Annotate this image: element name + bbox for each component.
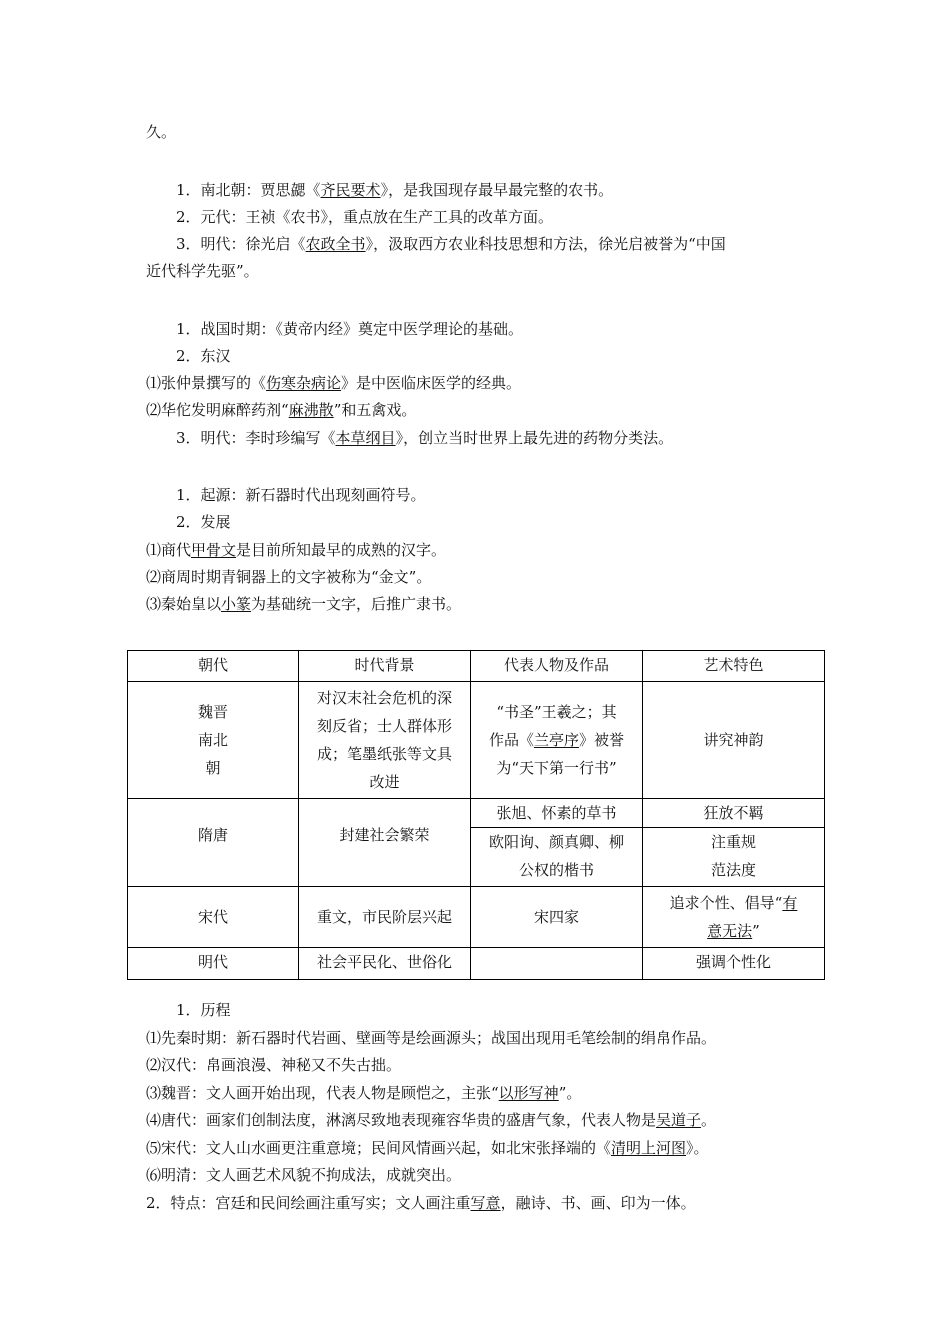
cell-background: 社会平民化、世俗化 (299, 948, 471, 980)
writing-term-jiaguwen: 甲骨文 (191, 541, 237, 559)
cell-background: 对汉末社会危机的深 刻反省；士人群体形 成；笔墨纸张等文具 改进 (299, 682, 471, 799)
cell-background: 重文，市民阶层兴起 (299, 887, 471, 948)
paint-term-yixingxieshen: 以形写神 (498, 1084, 559, 1102)
intro-tail: 久。 (146, 123, 177, 141)
paint-item-1-6: ⑹明清：文人画艺术风貌不拘成法，成就突出。 (146, 1166, 462, 1184)
writing-item-2-3: ⑶秦始皇以小篆为基础统一文字，后推广隶书。 (146, 595, 462, 613)
writing-item-2: 2．发展 (176, 513, 231, 531)
writing-item-2-1: ⑴商代甲骨文是目前所知最早的成熟的汉字。 (146, 541, 447, 559)
table-row (128, 682, 825, 799)
cell-dynasty: 明代 (128, 948, 299, 980)
med-item-3: 3．明代：李时珍编写《本草纲目》，创立当时世界上最先进的药物分类法。 (176, 429, 674, 447)
agri-term-qiminyaoshu: 齐民要术 (320, 181, 381, 199)
paint-item-1-4: ⑷唐代：画家们创制法度，淋漓尽致地表现雍容华贵的盛唐气象，代表人物是吴道子。 (146, 1111, 717, 1129)
writing-term-xiaozhuan: 小篆 (221, 595, 252, 613)
table-row (128, 948, 825, 980)
cell-background: 封建社会繁荣 (299, 799, 471, 887)
cell-representatives: “书圣”王羲之；其 作品《兰亭序》被誉 为“天下第一行书” (471, 682, 643, 799)
term-youyiwufa: 有 (782, 894, 798, 912)
table-row (128, 799, 825, 887)
term-lantingxu: 兰亭序 (533, 731, 579, 749)
cell-features: 讲究神韵 (643, 682, 825, 799)
med-item-2: 2．东汉 (176, 347, 231, 365)
cell-dynasty: 宋代 (128, 887, 299, 948)
cell-representatives: 宋四家 (471, 887, 643, 948)
cell-dynasty: 隋唐 (128, 799, 299, 887)
table-row (128, 887, 825, 948)
cell-features: 强调个性化 (643, 948, 825, 980)
cell-features: 狂放不羁 注重规 范法度 (643, 799, 825, 887)
header-representatives: 代表人物及作品 (471, 651, 643, 682)
writing-item-2-2: ⑵商周时期青铜器上的文字被称为“金文”。 (146, 568, 432, 586)
agri-item-3: 3．明代：徐光启《农政全书》，汲取西方农业科技思想和方法，徐光启被誉为“中国 (176, 235, 726, 253)
paint-item-1: 1．历程 (176, 1001, 231, 1019)
cell-features: 追求个性、倡导“有 意无法” (643, 887, 825, 948)
agri-item-1: 1．南北朝：贾思勰《齐民要术》，是我国现存最早最完整的农书。 (176, 181, 614, 199)
paint-term-wudaozi: 吴道子 (656, 1111, 702, 1129)
agri-item-3-cont: 近代科学先驱”。 (146, 262, 259, 280)
med-item-1: 1．战国时期：《黄帝内经》奠定中医学理论的基础。 (176, 320, 524, 338)
med-item-2-2: ⑵华佗发明麻醉药剂“麻沸散”和五禽戏。 (146, 401, 417, 419)
paint-item-2: 2．特点：宫廷和民间绘画注重写实；文人画注重写意，融诗、书、画、印为一体。 (146, 1194, 696, 1212)
paint-term-qingming: 清明上河图 (611, 1139, 687, 1157)
calligraphy-table (127, 650, 825, 980)
header-dynasty: 朝代 (128, 651, 299, 682)
agri-item-2: 2．元代：王祯《农书》，重点放在生产工具的改革方面。 (176, 208, 554, 226)
med-term-mafeisan: 麻沸散 (288, 401, 334, 419)
cell-dynasty: 魏晋 南北 朝 (128, 682, 299, 799)
med-item-2-1: ⑴张仲景撰写的《伤寒杂病论》是中医临床医学的经典。 (146, 374, 522, 392)
paint-item-1-1: ⑴先秦时期：新石器时代岩画、壁画等是绘画源头；战国出现用毛笔绘制的绢帛作品。 (146, 1029, 717, 1047)
agri-term-nongzhengquanshu: 农政全书 (305, 235, 366, 253)
med-term-bencao: 本草纲目 (335, 429, 396, 447)
paint-item-1-5: ⑸宋代：文人山水画更注重意境；民间风情画兴起，如北宋张择端的《清明上河图》。 (146, 1139, 709, 1157)
med-term-shanghan: 伤寒杂病论 (266, 374, 342, 392)
paint-term-xieyi: 写意 (470, 1194, 501, 1212)
cell-representatives (471, 948, 643, 980)
cell-representatives: 张旭、怀素的草书 欧阳询、颜真卿、柳 公权的楷书 (471, 799, 643, 887)
paint-item-1-3: ⑶魏晋：文人画开始出现，代表人物是顾恺之，主张“以形写神”。 (146, 1084, 582, 1102)
paint-item-1-2: ⑵汉代：帛画浪漫、神秘又不失古拙。 (146, 1056, 402, 1074)
header-background: 时代背景 (299, 651, 471, 682)
header-features: 艺术特色 (643, 651, 825, 682)
writing-item-1: 1．起源：新石器时代出现刻画符号。 (176, 486, 426, 504)
table-header-row (128, 651, 825, 682)
